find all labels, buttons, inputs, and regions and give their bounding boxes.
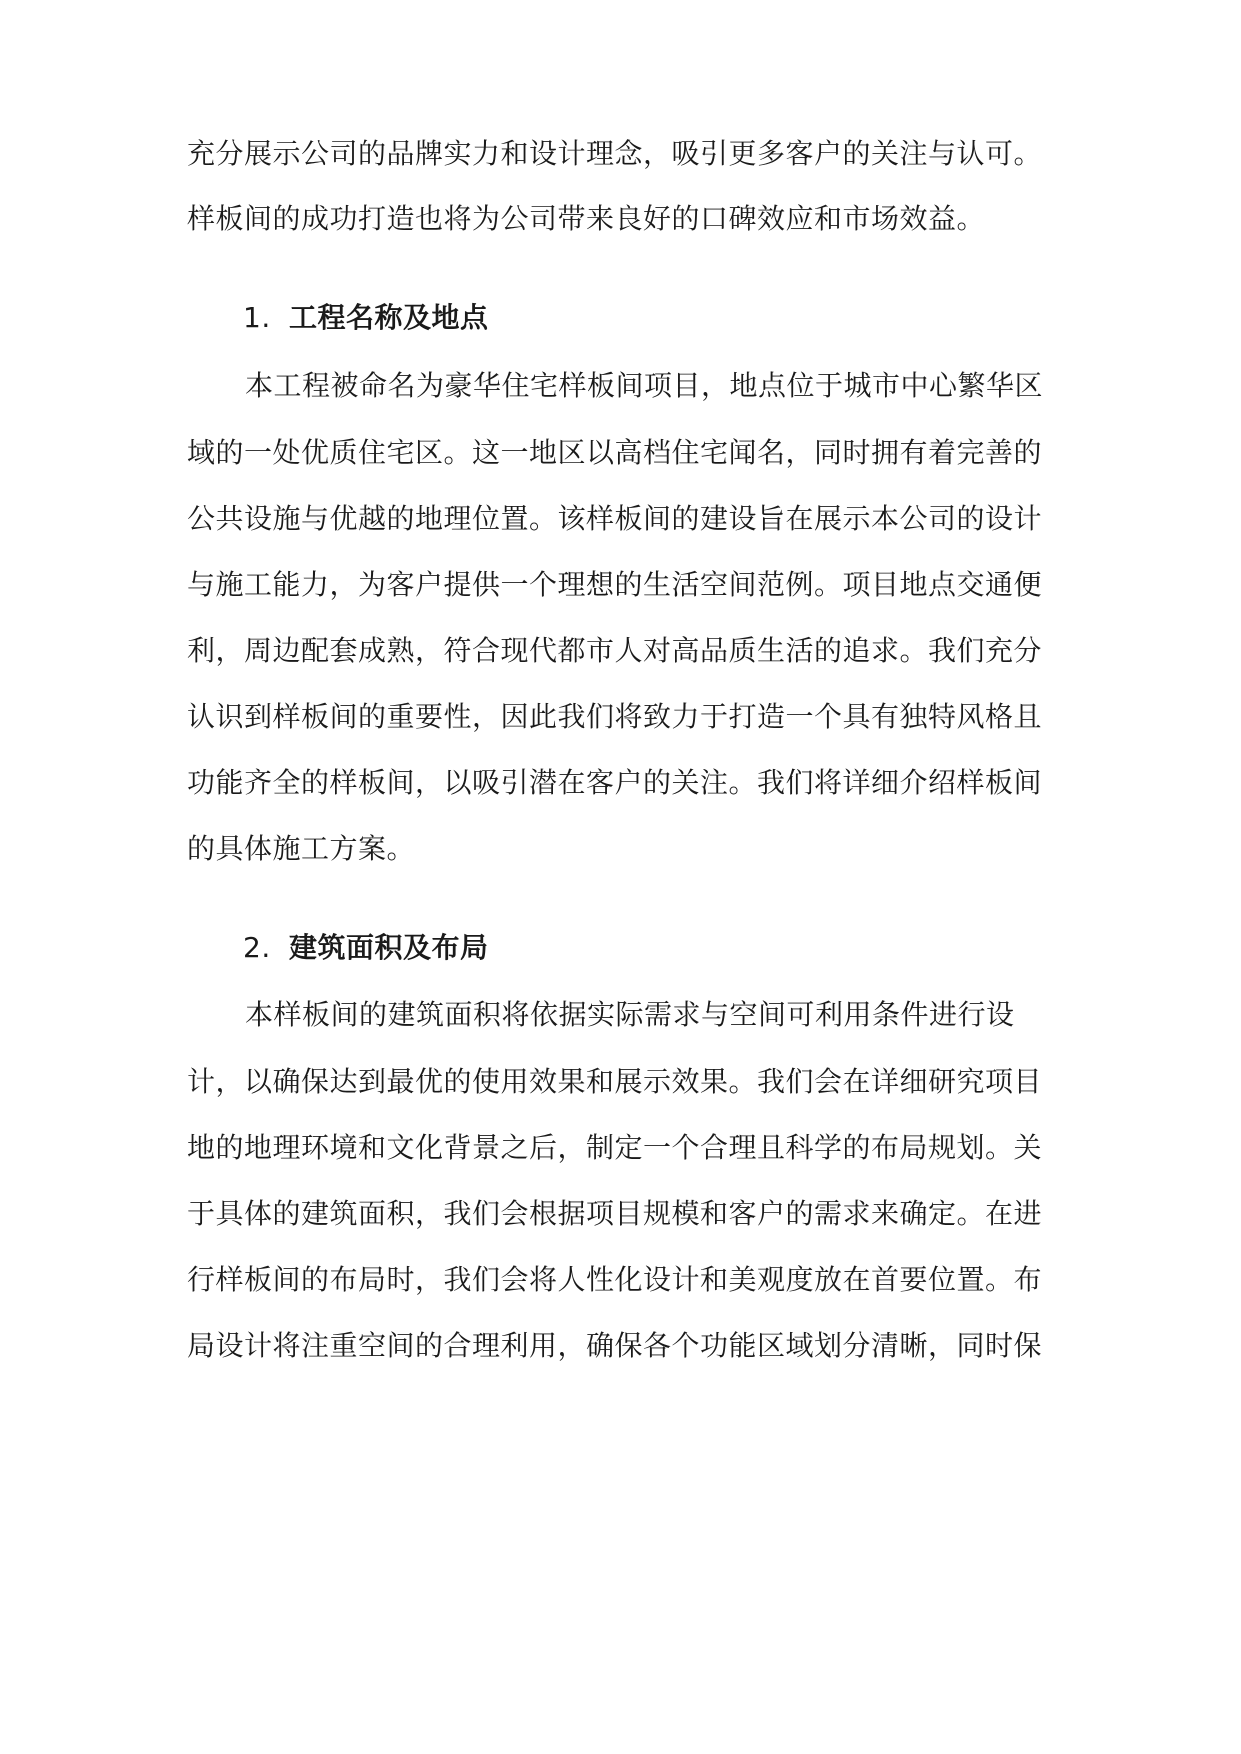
section-1-title: 工程名称及地点 <box>289 301 489 334</box>
section-2-line-2: 计，以确保达到最优的使用效果和展示效果。我们会在详细研究项目 <box>187 1065 1043 1098</box>
section-2-line-5: 行样板间的布局时，我们会将人性化设计和美观度放在首要位置。布 <box>187 1263 1043 1296</box>
section-2-line-4: 于具体的建筑面积，我们会根据项目规模和客户的需求来确定。在进 <box>187 1197 1043 1230</box>
section-1-line-4: 与施工能力，为客户提供一个理想的生活空间范例。项目地点交通便 <box>187 568 1043 601</box>
section-1-number: 1. <box>243 301 271 334</box>
section-1-line-8: 的具体施工方案。 <box>187 832 416 865</box>
section-1-heading <box>243 297 489 339</box>
section-1-line-1: 本工程被命名为豪华住宅样板间项目，地点位于城市中心繁华区 <box>245 369 1044 402</box>
section-2-number: 2. <box>243 931 271 964</box>
section-1-line-6: 认识到样板间的重要性，因此我们将致力于打造一个具有独特风格且 <box>187 700 1043 733</box>
section-1-line-3: 公共设施与优越的地理位置。该样板间的建设旨在展示本公司的设计 <box>187 502 1043 535</box>
section-2-line-6: 局设计将注重空间的合理利用，确保各个功能区域划分清晰，同时保 <box>187 1329 1043 1362</box>
section-1-line-7: 功能齐全的样板间，以吸引潜在客户的关注。我们将详细介绍样板间 <box>187 766 1043 799</box>
section-2-line-3: 地的地理环境和文化背景之后，制定一个合理且科学的布局规划。关 <box>187 1131 1043 1164</box>
section-2-line-1: 本样板间的建筑面积将依据实际需求与空间可利用条件进行设 <box>245 998 1015 1031</box>
section-1-line-2: 域的一处优质住宅区。这一地区以高档住宅闻名，同时拥有着完善的 <box>187 436 1043 469</box>
section-2-heading <box>243 927 489 969</box>
section-2-title: 建筑面积及布局 <box>289 931 489 964</box>
section-1-line-5: 利，周边配套成熟，符合现代都市人对高品质生活的追求。我们充分 <box>187 634 1043 667</box>
intro-line-1: 充分展示公司的品牌实力和设计理念，吸引更多客户的关注与认可。 <box>187 137 1043 170</box>
intro-line-2: 样板间的成功打造也将为公司带来良好的口碑效应和市场效益。 <box>187 202 986 235</box>
